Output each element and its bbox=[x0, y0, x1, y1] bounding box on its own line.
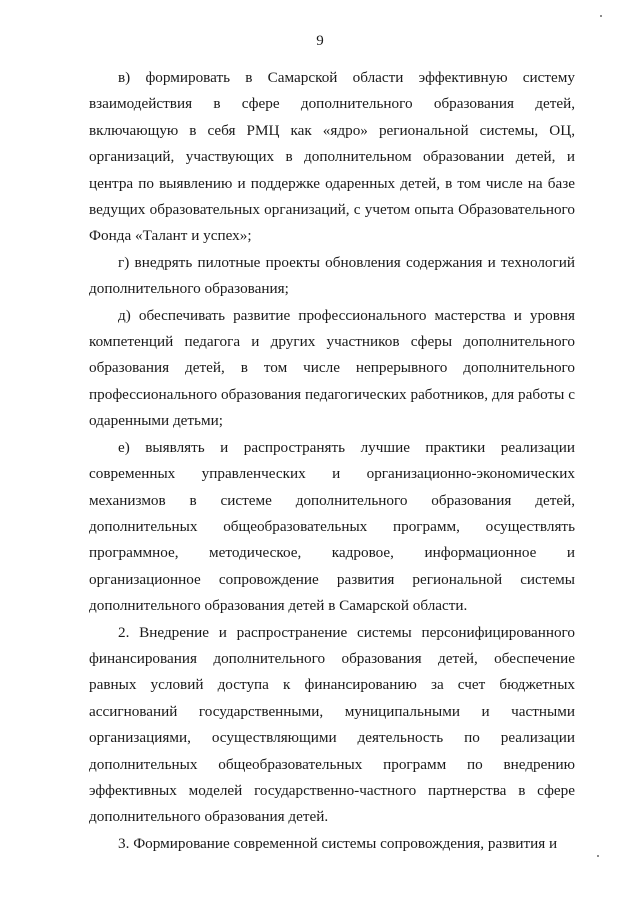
paragraph-d-professional-development: д) обеспечивать развитие профессионального мастерства и уровня компетенций педагога и других участников сферы дополнительного образования детей, в том числе непрерывного дополнительного профессионального образования педагогических работников, для работы с одаренными детьми; bbox=[89, 306, 575, 430]
document-body bbox=[89, 65, 575, 857]
paragraph-g-pilot-projects: г) внедрять пилотные проекты обновления содержания и технологий дополнительного образования; bbox=[89, 253, 575, 298]
scan-speck bbox=[600, 15, 602, 17]
paragraph-e-best-practices: е) выявлять и распространять лучшие практики реализации современных управленческих и организационно-экономических механизмов в системе дополнительного образования детей, дополнительных общеобразовательных программ, осуществлять программное, методическое, кадровое, информационное и организационное сопровождение развития региональной системы дополнительного образования детей в Самарской области. bbox=[89, 438, 575, 615]
paragraph-2-personified-financing: 2. Внедрение и распространение системы персонифицированного финансирования дополнительного образования детей, обеспечение равных условий доступа к финансированию за счет бюджетных ассигнований государственными, муниципальными и частными организациями, осуществляющими деятельность по реализации дополнительных общеобразовательных программ по внедрению эффективных моделей государственно-частного партнерства в сфере дополнительного образования детей. bbox=[89, 623, 575, 826]
page-number: 9 bbox=[316, 33, 324, 49]
paragraph-3-support-system: 3. Формирование современной системы сопровождения, развития и bbox=[118, 834, 558, 852]
paragraph-v-form-system: в) формировать в Самарской области эффективную систему взаимодействия в сфере дополнительного образования детей, включающую в себя РМЦ как «ядро» региональной системы, ОЦ, организаций, участвующих в дополнительном образовании детей, и центра по выявлению и поддержке одаренных детей, в том числе на базе ведущих образовательных организаций, с учетом опыта Образовательного Фонда «Талант и успех»; bbox=[89, 69, 575, 245]
scan-speck bbox=[597, 855, 599, 857]
